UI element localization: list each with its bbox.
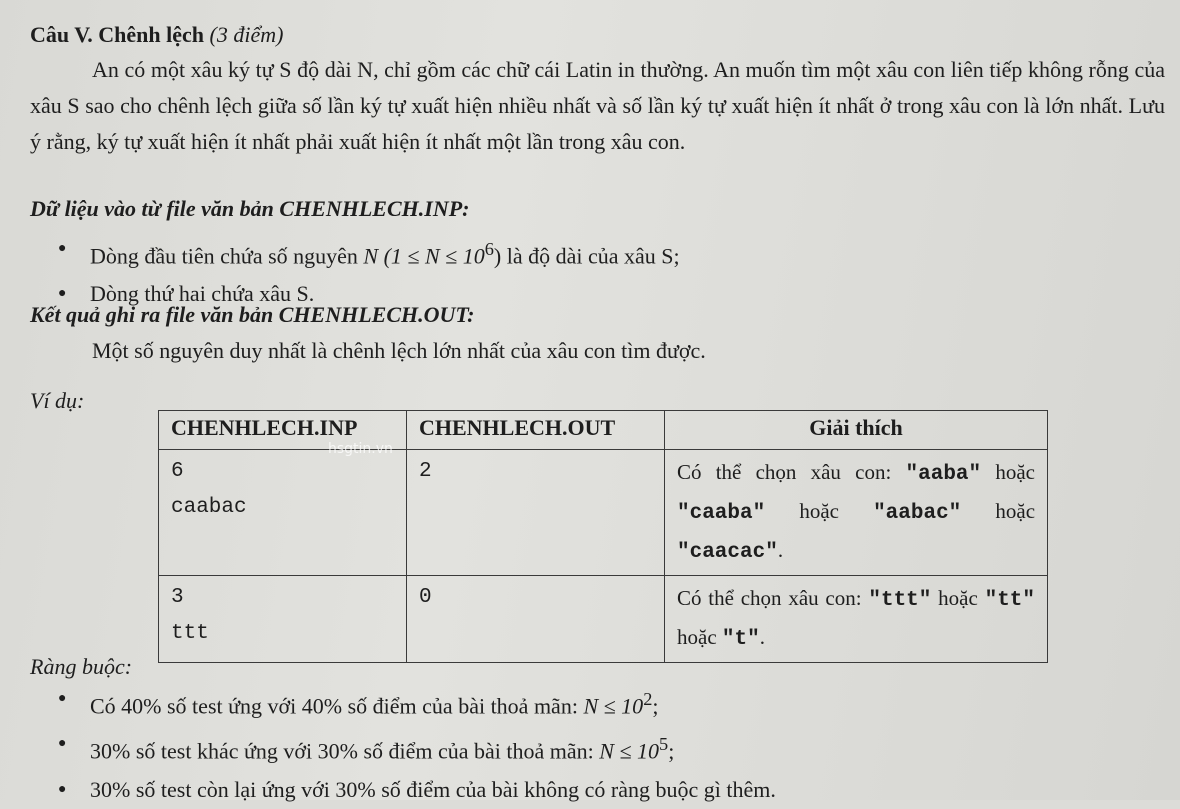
input-bullet-1-suffix: là độ dài của xâu S; — [506, 243, 680, 269]
expl-item: "aabac" — [873, 502, 962, 525]
expl-joiner: hoặc — [995, 460, 1036, 484]
expl-item: "aaba" — [905, 463, 982, 486]
header-input: CHENHLECH.INP — [159, 411, 407, 450]
header-output: CHENHLECH.OUT — [407, 411, 665, 450]
output-description: Một số nguyên duy nhất là chênh lệch lớn nhất của xâu con tìm được. — [92, 338, 706, 363]
input-line: caabac — [171, 496, 247, 519]
problem-title — [30, 22, 283, 48]
input-line: 6 — [171, 460, 184, 483]
constraint-item — [58, 680, 776, 725]
constraint-end: ; — [652, 693, 659, 719]
problem-points: (3 điểm) — [209, 22, 284, 47]
constraint-text: 30% số test khác ứng với 30% số điểm của bài thoả mãn: — [90, 738, 594, 764]
example-output-cell: 2 — [407, 450, 665, 576]
constraint-item — [58, 725, 776, 770]
constraint-text: 30% số test còn lại ứng với 30% số điểm của bài không có ràng buộc gì thêm. — [90, 776, 776, 802]
input-bullet-2: ● Dòng thứ hai chứa xâu S. — [58, 275, 680, 313]
problem-statement — [30, 52, 1165, 160]
input-line: ttt — [171, 622, 209, 645]
expl-end: . — [759, 625, 765, 649]
expl-item: "caacac" — [677, 541, 778, 564]
expl-prefix: Có thể chọn xâu con: — [677, 586, 862, 610]
constraints-list — [58, 680, 776, 809]
expl-joiner: hoặc — [799, 499, 839, 523]
expl-item: "tt" — [984, 589, 1036, 612]
header-explanation: Giải thích — [665, 411, 1048, 450]
constraint-text: Có 40% số test ứng với 40% số điểm của bài thoả mãn: — [90, 693, 578, 719]
expl-prefix: Có thể chọn xâu con: — [677, 460, 892, 484]
input-heading: Dữ liệu vào từ file văn bản CHENHLECH.INP: — [30, 196, 470, 221]
expl-item: "caaba" — [677, 502, 766, 525]
input-bullet-1-exp: 6 — [484, 239, 494, 259]
example-input-cell — [159, 450, 407, 576]
input-bullet-1 — [58, 230, 680, 275]
watermark: hsgtin.vn — [328, 441, 393, 457]
example-label: Ví dụ: — [30, 388, 85, 413]
example-input-cell — [159, 576, 407, 663]
input-bullet-list — [58, 230, 680, 313]
constraint-exp: 2 — [643, 689, 653, 709]
constraint-item — [58, 771, 776, 809]
constraint-end: ; — [668, 738, 675, 764]
output-heading: Kết quả ghi ra file văn bản CHENHLECH.OUT: — [30, 302, 475, 327]
input-bullet-1-expr: N (1 ≤ N ≤ 10 — [363, 243, 485, 269]
example-table — [158, 410, 1048, 663]
expl-end: . — [777, 538, 784, 562]
input-line: 3 — [171, 586, 184, 609]
input-bullet-1-prefix: Dòng đầu tiên chứa số nguyên — [90, 243, 358, 269]
constraint-exp: 5 — [659, 734, 669, 755]
expl-joiner: hoặc — [995, 499, 1036, 523]
example-table-header — [159, 411, 1048, 450]
example-output-cell: 0 — [407, 576, 665, 663]
expl-joiner: hoặc — [938, 586, 978, 610]
input-bullet-1-close: ) — [493, 243, 502, 269]
example-explanation-cell — [665, 576, 1048, 663]
problem-title-text: Câu V. Chênh lệch — [30, 22, 205, 47]
table-row — [159, 576, 1048, 663]
expl-item: "t" — [721, 628, 760, 651]
constraint-expr: N ≤ 10 — [599, 738, 660, 764]
problem-statement-text: An có một xâu ký tự S độ dài N, chỉ gồm các chữ cái Latin in thường. An muốn tìm một xâu con liên tiếp không rỗng của xâu S sao cho chênh lệch giữa số lần ký tự xuất hiện nhiều nhất và số lần ký tự xuất hiện ít nhất ở trong xâu con là lớn nhất. Lưu ý rằng, ký tự xuất hiện ít nhất phải xuất hiện ít nhất một lần trong xâu con. — [30, 57, 1165, 154]
table-row — [159, 450, 1048, 576]
expl-joiner: hoặc — [677, 625, 717, 649]
example-explanation-cell — [665, 450, 1048, 576]
expl-item: "ttt" — [868, 589, 932, 612]
constraints-heading: Ràng buộc: — [30, 654, 133, 679]
constraint-expr: N ≤ 10 — [583, 693, 644, 719]
